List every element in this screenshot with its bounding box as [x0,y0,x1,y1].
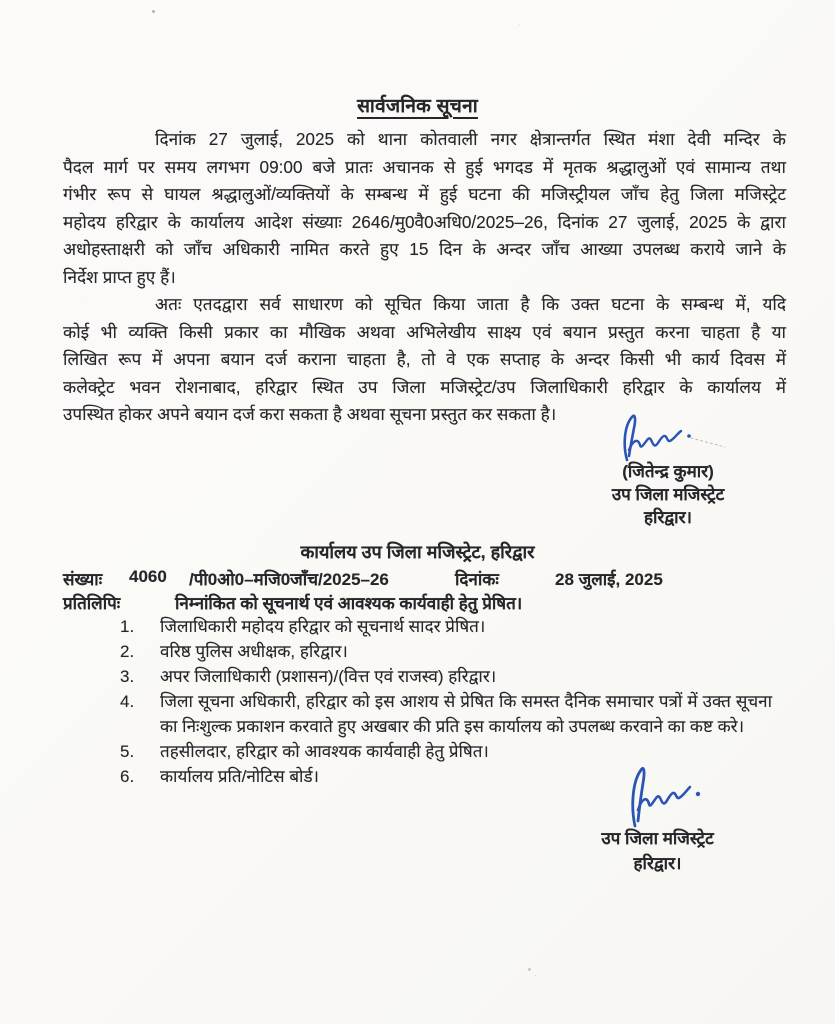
list-item-number: 5. [120,742,135,761]
list-item [63,639,786,664]
signatory-place: हरिद्वार। [644,508,692,527]
ref-number-value: 4060 [129,567,167,586]
notice-line: अधोहस्ताक्षरी को जाँच अधिकारी नामित करते हुए 15 दिन के अन्दर जाँच आख्या उपलब्ध कराये जाने के [63,239,786,260]
office-heading: कार्यालय उप जिला मजिस्ट्रेट, हरिद्वार [300,542,535,562]
notice-line: कोई भी व्यक्ति किसी प्रकार का मौखिक अथवा अभिलेखीय साक्ष्य एवं बयान प्रस्तुत करना चाहता है या [63,321,786,342]
scan-noise-specks [152,10,155,13]
public-notice-heading: सार्वजनिक सूचना [357,96,478,117]
notice-line: गंभीर रूप से घायल श्रद्धालुओं/व्यक्तियों के सम्बन्ध में हुई घटना की मजिस्ट्रीयल जाँच हेतु जिला मजिस्ट्रेट [63,184,786,205]
notice-line: निर्देश प्राप्त हुए हैं। [63,266,176,287]
copy-recipient-list [63,614,786,789]
date-value: 28 जुलाई, 2025 [555,570,663,589]
ref-number-label: संख्याः [63,570,103,589]
list-item-number: 6. [120,767,135,786]
list-item-text: तहसीलदार, हरिद्वार को आवश्यक कार्यवाही हेतु प्रेषित। [160,742,489,761]
list-item-text: जिला सूचना अधिकारी, हरिद्वार को इस आशय से प्रेषित कि समस्त दैनिक समाचार पत्रों में उक्त सूचना का निःशुल्क प्रकाशन करवाते हुए अखबार की प्रति इस कार्यालय को उपलब्ध करवाने का कष्ट करे। [160,692,772,736]
reference-number-line [63,567,786,591]
notice-line: महोदय हरिद्वार के कार्यालय आदेश संख्याः 2646/मु0वै0अधि0/2025–26, दिनांक 27 जुलाई, 2025 के द्वारा [63,211,786,232]
list-item-number: 3. [120,667,135,686]
list-item-text: वरिष्ठ पुलिस अधीक्षक, हरिद्वार। [160,642,348,661]
notice-line: लिखित रूप में अपना बयान दर्ज कराना चाहता है, तो वे एक सप्ताह के अन्दर किसी भी कार्य दिवस में [63,349,786,370]
notice-line: कलेक्ट्रेट भवन रोशनाबाद, हरिद्वार स्थित उप जिला मजिस्ट्रेट/उप जिलाधिकारी हरिद्वार के कार्यालय में [63,376,786,397]
notice-paragraph-2 [63,291,786,429]
signature-icon [605,766,710,828]
signature-icon [603,414,733,462]
notice-line: उपस्थित होकर अपने बयान दर्ज करा सकता है अथवा सूचना प्रस्तुत कर सकता है। [63,404,557,425]
notice-paragraph-1 [63,126,786,292]
list-item-text: कार्यालय प्रति/नोटिस बोर्ड। [160,767,319,786]
list-item [63,689,786,739]
notice-line: अतः एतदद्वारा सर्व साधारण को सूचित किया जाता है कि उक्त घटना के सम्बन्ध में, यदि [155,294,786,314]
list-item-number: 4. [120,692,135,711]
signatory-name: (जितेन्द्र कुमार) [622,462,714,481]
notice-line: दिनांक 27 जुलाई, 2025 को थाना कोतवाली नगर क्षेत्रान्तर्गत स्थित मंशा देवी मन्दिर के [155,129,786,149]
signatory-place: हरिद्वार। [633,854,682,873]
notice-line: पैदल मार्ग पर समय लगभग 09:00 बजे प्रातः अचानक से हुई भगदड में मृतक श्रद्धालुओं एवं सामान्य तथा [63,156,786,177]
list-item-number: 2. [120,642,135,661]
list-item [63,664,786,689]
list-item-text: अपर जिलाधिकारी (प्रशासन)/(वित्त एवं राजस्व) हरिद्वार। [160,667,497,686]
list-item [63,614,786,639]
signatory-designation: उप जिला मजिस्ट्रेट [601,829,714,848]
signatory-designation: उप जिला मजिस्ट्रेट [611,485,725,504]
copy-to-line [63,591,786,615]
list-item [63,739,786,764]
copy-intro: निम्नांकित को सूचनार्थ एवं आवश्यक कार्यवाही हेतु प्रेषित। [175,594,523,613]
ref-number-series: /पी0ओ0–मजि0जाँच/2025–26 [189,570,389,589]
signatory-block-2 [555,766,760,876]
date-label: दिनांकः [455,570,499,589]
copy-label: प्रतिलिपिः [63,594,121,613]
list-item-number: 1. [120,617,135,636]
list-item-text: जिलाधिकारी महोदय हरिद्वार को सूचनार्थ सादर प्रेषित। [160,617,486,636]
signatory-block-1 [568,414,768,529]
